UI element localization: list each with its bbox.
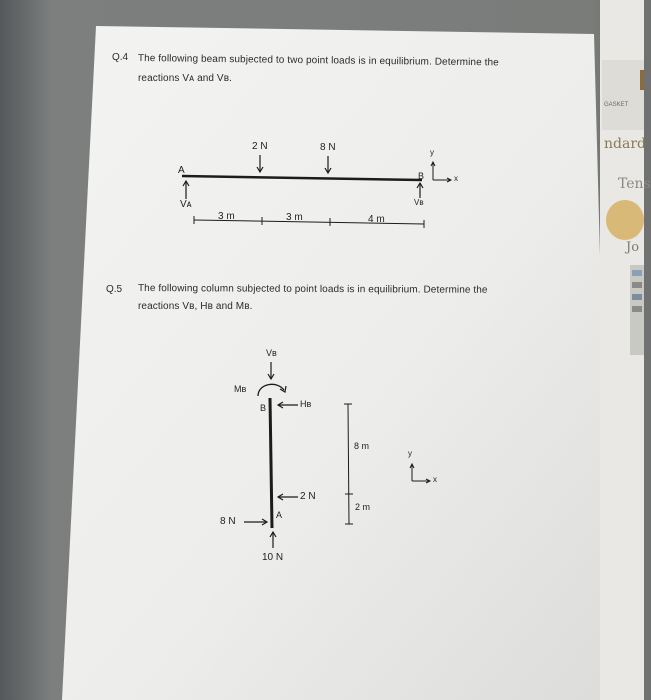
q4-point-b-label: B <box>418 171 425 181</box>
q4-load-8n-label: 8 N <box>320 142 336 153</box>
q5-column <box>270 398 272 528</box>
q5-statement-line1: The following column subjected to point loads is in equilibrium. Determine the <box>137 283 488 296</box>
q4-point-a-label: A <box>178 165 185 176</box>
q5-number: Q.5 <box>106 284 123 295</box>
q4-dimension-4m: 4 m <box>368 214 385 225</box>
q5-statement-line2: reactions Vʙ, Hʙ and Mʙ. <box>138 301 253 312</box>
q5-load-10n-label: 10 N <box>262 552 284 563</box>
q4-axis-x-label: x <box>454 174 458 183</box>
q5-point-a-label: A <box>276 510 283 520</box>
q5-dimension-8m: 8 m <box>354 441 370 451</box>
side-word-jo: Jo <box>626 240 640 255</box>
q5-hb-label: Hʙ <box>300 399 312 409</box>
side-tag-gasket: GASKET <box>604 102 629 108</box>
q4-load-2n-label: 2 N <box>252 141 268 152</box>
side-word-tens: Tens <box>618 176 651 192</box>
q4-number: Q.4 <box>112 52 129 63</box>
q4-statement-line2: reactions Vᴀ and Vʙ. <box>138 73 232 84</box>
q4-reaction-va-label: Vᴀ <box>180 199 192 210</box>
q4-statement-line1: The following beam subjected to two point loads is in equilibrium. Determine the <box>137 52 499 69</box>
q5-dimension-2m: 2 m <box>355 502 371 512</box>
q4-reaction-vb-label: Vʙ <box>414 198 424 207</box>
q5-dimension-line <box>348 404 349 524</box>
q5-point-b-label: B <box>260 403 267 413</box>
side-word-ndard: ndard <box>604 136 646 152</box>
q4-dimension-3m-second: 3 m <box>286 212 303 223</box>
q4-axis-y-label: y <box>430 148 434 157</box>
q5-load-8n-label: 8 N <box>220 516 236 527</box>
q4-dimension-3m-first: 3 m <box>218 211 235 222</box>
q5-axis-x-label: x <box>433 475 437 484</box>
q5-vb-label: Vʙ <box>266 348 277 358</box>
q5-axis-y-label: y <box>408 449 412 458</box>
q5-mb-label: Mʙ <box>234 384 247 394</box>
q5-load-2n-label: 2 N <box>300 491 316 502</box>
